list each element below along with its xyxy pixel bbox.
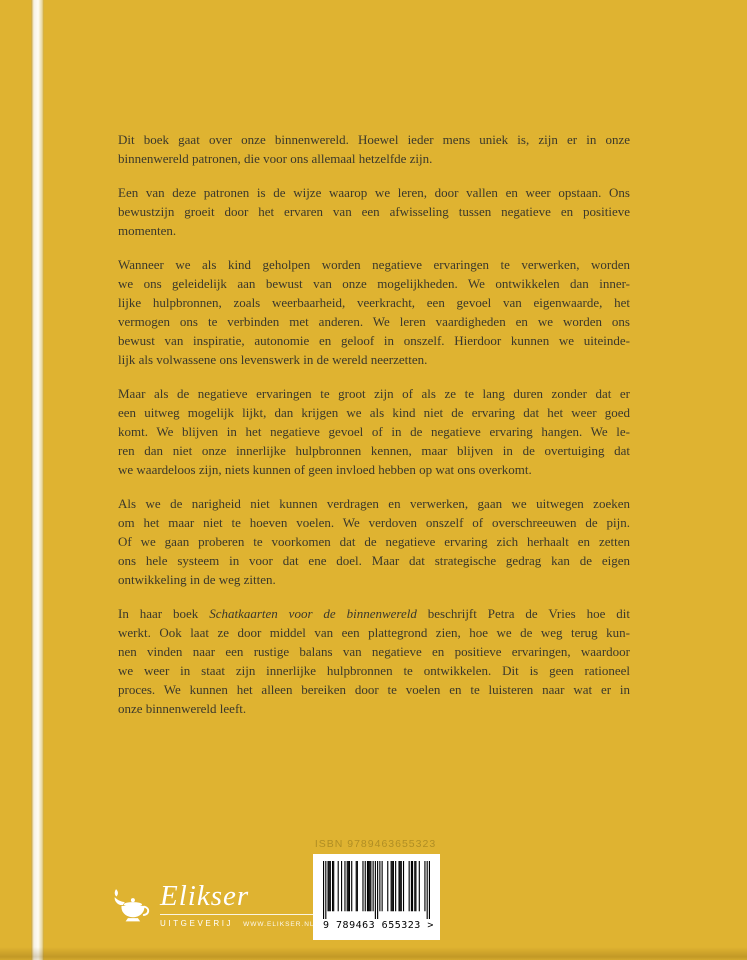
text-line: ons hele systeem in voor dat ene doel. Maar dat strategische gedrag kan de eigen	[118, 553, 630, 568]
text-line: lijk als volwassene ons levenswerk in de wereld neerzetten.	[118, 352, 428, 367]
text-line: we ons geleidelijk aan bewust van onze mogelijkheden. We ontwikkelen dan inner-	[118, 276, 630, 291]
paragraph	[118, 604, 630, 718]
text-line: nen vinden naar een rustige balans van negatieve en positieve ervaringen, waardoor	[118, 644, 630, 659]
text-line: bewustzijn groeit door het ervaren van een afwisseling tussen negatieve en positieve	[118, 204, 630, 219]
publisher-text	[160, 882, 315, 928]
text-line: we weer in staat zijn innerlijke hulpbronnen te ontwikkelen. Dit is geen rationeel	[118, 663, 630, 678]
text-line: ontwikkeling in de weg zitten.	[118, 572, 276, 587]
text-line: bewust van inspiratie, autonomie en geloof in onszelf. Hierdoor kunnen we uiteinde-	[118, 333, 630, 348]
text-line: binnenwereld patronen, die voor ons allemaal hetzelfde zijn.	[118, 151, 433, 166]
spine-fold	[31, 0, 44, 960]
paragraph	[118, 130, 630, 168]
text-line: In haar boek Schatkaarten voor de binnenwereld beschrijft Petra de Vries hoe dit	[118, 606, 630, 621]
paragraph	[118, 255, 630, 369]
barcode-digits: 9 789463 655323 >	[323, 920, 434, 931]
text-line: onze binnenwereld leeft.	[118, 701, 247, 716]
bottom-shadow	[0, 947, 747, 960]
text-line: proces. We kunnen het alleen bereiken door te voelen en te luisteren naar wat er in	[118, 682, 630, 697]
text-line: om het maar niet te hoeven voelen. We verdoven onszelf of overschreeuwen de pijn.	[118, 515, 630, 530]
text-line: Een van deze patronen is de wijze waarop we leren, door vallen en weer opstaan. Ons	[118, 185, 630, 200]
text-line: vermogen ons te verbinden met anderen. We leren vaardigheden en we worden ons	[118, 314, 630, 329]
paragraph	[118, 494, 630, 589]
text-line: een uitweg mogelijk lijkt, dan krijgen we als kind niet de ervaring dat het weer goed	[118, 405, 630, 420]
barcode	[313, 854, 440, 940]
text-line: ren dan niet onze innerlijke hulpbronnen kennen, maar blijven in de overtuiging dat	[118, 443, 630, 458]
barcode-bars	[323, 861, 430, 919]
publisher-logo	[112, 882, 315, 928]
publisher-name: Elikser	[160, 880, 250, 912]
text-line: momenten.	[118, 223, 177, 238]
text-line: werkt. Ook laat ze door middel van een plattegrond zien, hoe we de weg terug kun-	[118, 625, 630, 640]
publisher-subrow	[160, 914, 315, 928]
paragraph	[118, 183, 630, 240]
back-cover-text	[118, 130, 630, 718]
text-line: lijke hulpbronnen, zoals weerbaarheid, veerkracht, een gevoel van eigenwaarde, het	[118, 295, 630, 310]
text-line: Als we de narigheid niet kunnen verdragen en verwerken, gaan we uitwegen zoeken	[118, 496, 630, 511]
publisher-website: WWW.ELIKSER.NL	[243, 921, 315, 928]
oil-lamp-icon	[112, 886, 152, 924]
text-line: Maar als de negatieve ervaringen te groot zijn of als ze te lang duren zonder dat er	[118, 386, 630, 401]
text-line: komt. We blijven in het negatieve gevoel of in de negatieve ervaring hangen. We le-	[118, 424, 630, 439]
paragraph	[118, 384, 630, 479]
text-line: Wanneer we als kind geholpen worden negatieve ervaringen te verwerken, worden	[118, 257, 630, 272]
text-line: Dit boek gaat over onze binnenwereld. Hoewel ieder mens uniek is, zijn er in onze	[118, 132, 630, 147]
text-line: we waardeloos zijn, niets kunnen of geen invloed hebben op wat ons overkomt.	[118, 462, 532, 477]
isbn-label: ISBN 9789463655323	[314, 838, 437, 850]
publisher-subtitle: UITGEVERIJ	[160, 919, 234, 928]
text-line: Of we gaan proberen te voorkomen dat de negatieve ervaring zich herhaalt en zetten	[118, 534, 630, 549]
